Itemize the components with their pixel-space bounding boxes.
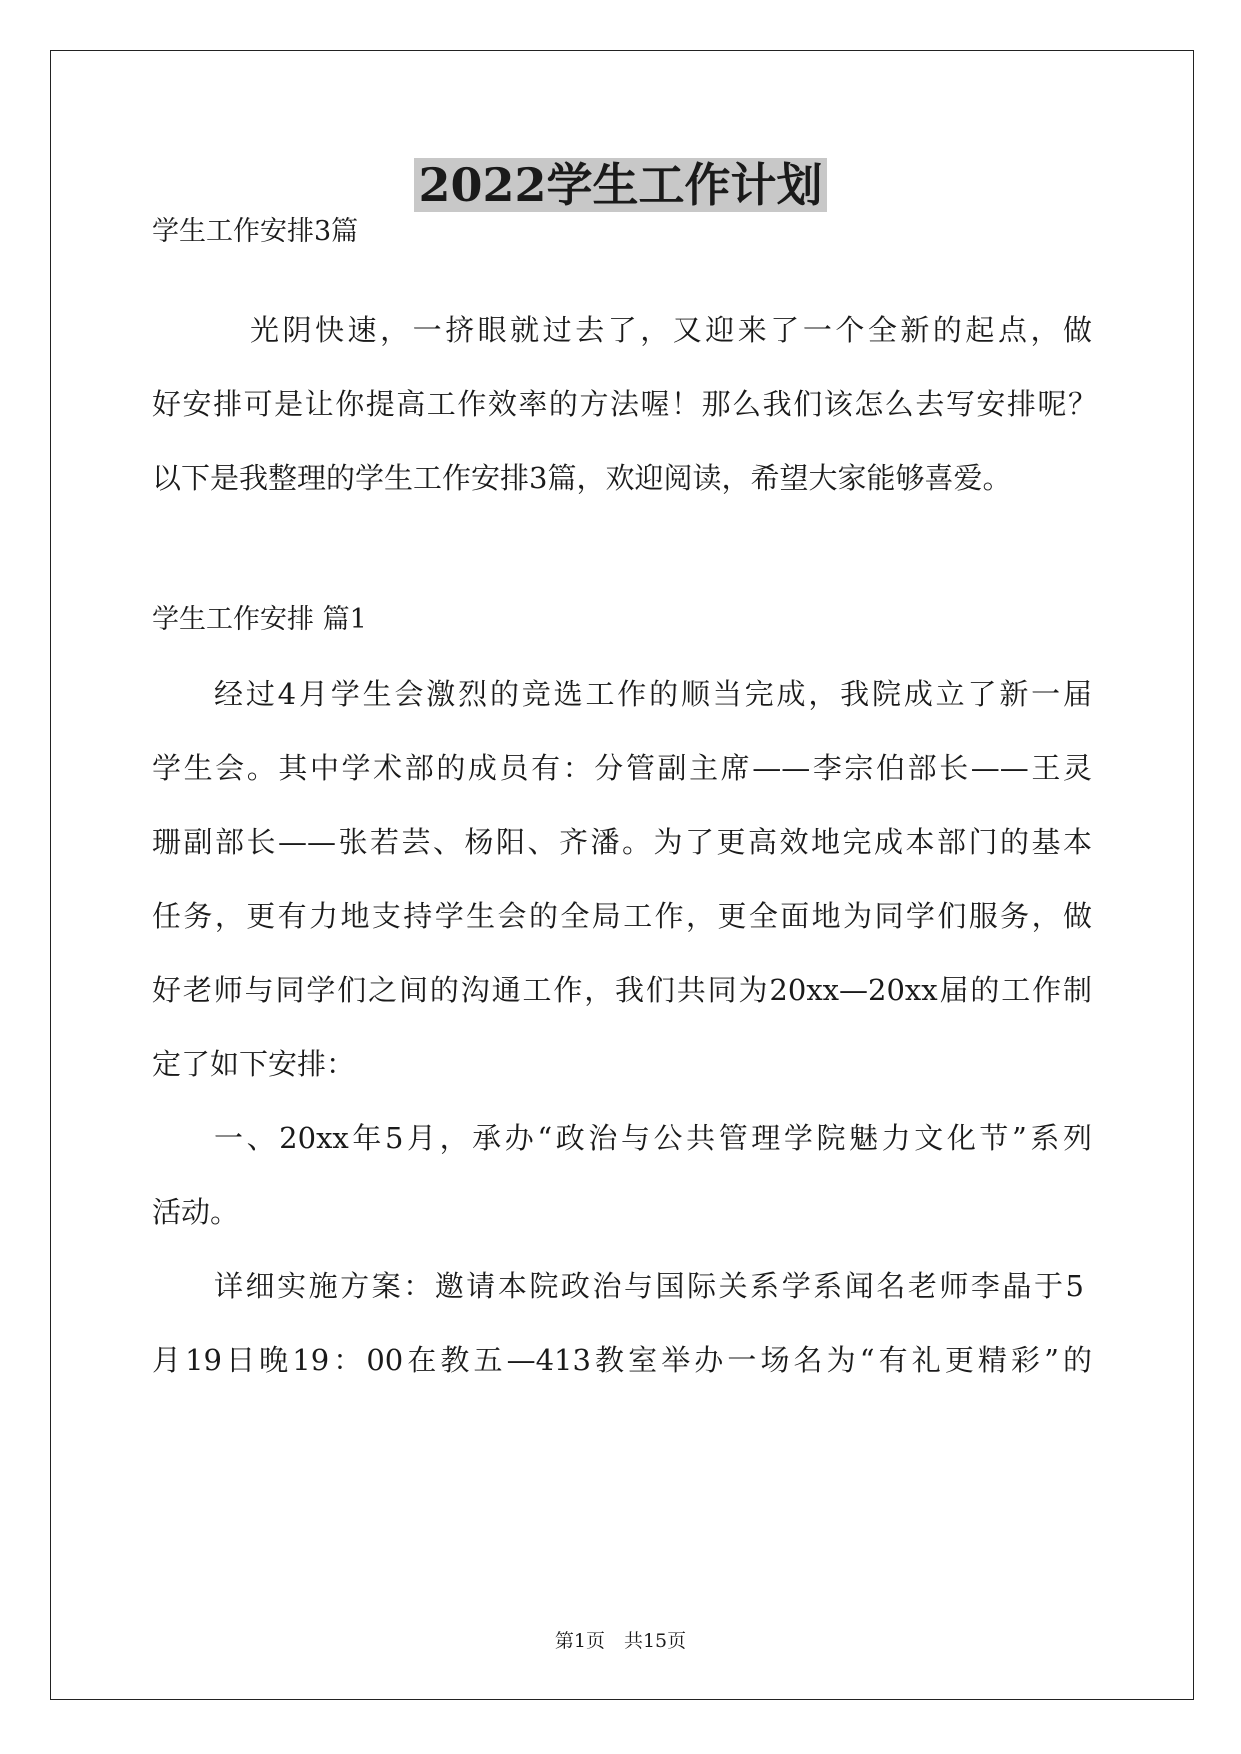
- page-border: [50, 50, 1194, 1700]
- item1-line-1: 一、20xx年5月，承办“政治与公共管理学院魅力文化节”系列: [214, 1121, 1092, 1155]
- paragraph1-line-4: 任务，更有力地支持学生会的全局工作，更全面地为同学们服务，做: [152, 899, 1092, 933]
- paragraph1-line-6: 定了如下安排：: [152, 1047, 356, 1081]
- intro-line-3: 以下是我整理的学生工作安排3篇，欢迎阅读，希望大家能够喜爱。: [152, 461, 1012, 495]
- paragraph1-line-2: 学生会。其中学术部的成员有：分管副主席——李宗伯部长——王灵: [152, 751, 1092, 785]
- plan-line-2: 月19日晚19：00在教五—413教室举办一场名为“有礼更精彩”的: [152, 1343, 1092, 1377]
- intro-line-1: 光阴快速，一挤眼就过去了，又迎来了一个全新的起点，做: [250, 313, 1092, 347]
- document-title-text: 2022学生工作计划: [414, 158, 826, 212]
- plan-line-1: 详细实施方案：邀请本院政治与国际关系学系闻名老师李晶于5: [214, 1269, 1084, 1303]
- document-title: [0, 155, 1241, 215]
- paragraph1-line-5: 好老师与同学们之间的沟通工作，我们共同为20xx—20xx届的工作制: [152, 973, 1092, 1007]
- paragraph1-line-3: 珊副部长——张若芸、杨阳、齐潘。为了更高效地完成本部门的基本: [152, 825, 1092, 859]
- intro-line-2: 好安排可是让你提高工作效率的方法喔！那么我们该怎么去写安排呢？: [152, 387, 1097, 421]
- page-footer: 第1页 共15页: [554, 1630, 687, 1652]
- paragraph1-line-1: 经过4月学生会激烈的竞选工作的顺当完成，我院成立了新一届: [214, 677, 1092, 711]
- document-subtitle: 学生工作安排3篇: [152, 216, 359, 247]
- item1-line-2: 活动。: [152, 1195, 240, 1229]
- section-heading: 学生工作安排 篇1: [152, 604, 367, 635]
